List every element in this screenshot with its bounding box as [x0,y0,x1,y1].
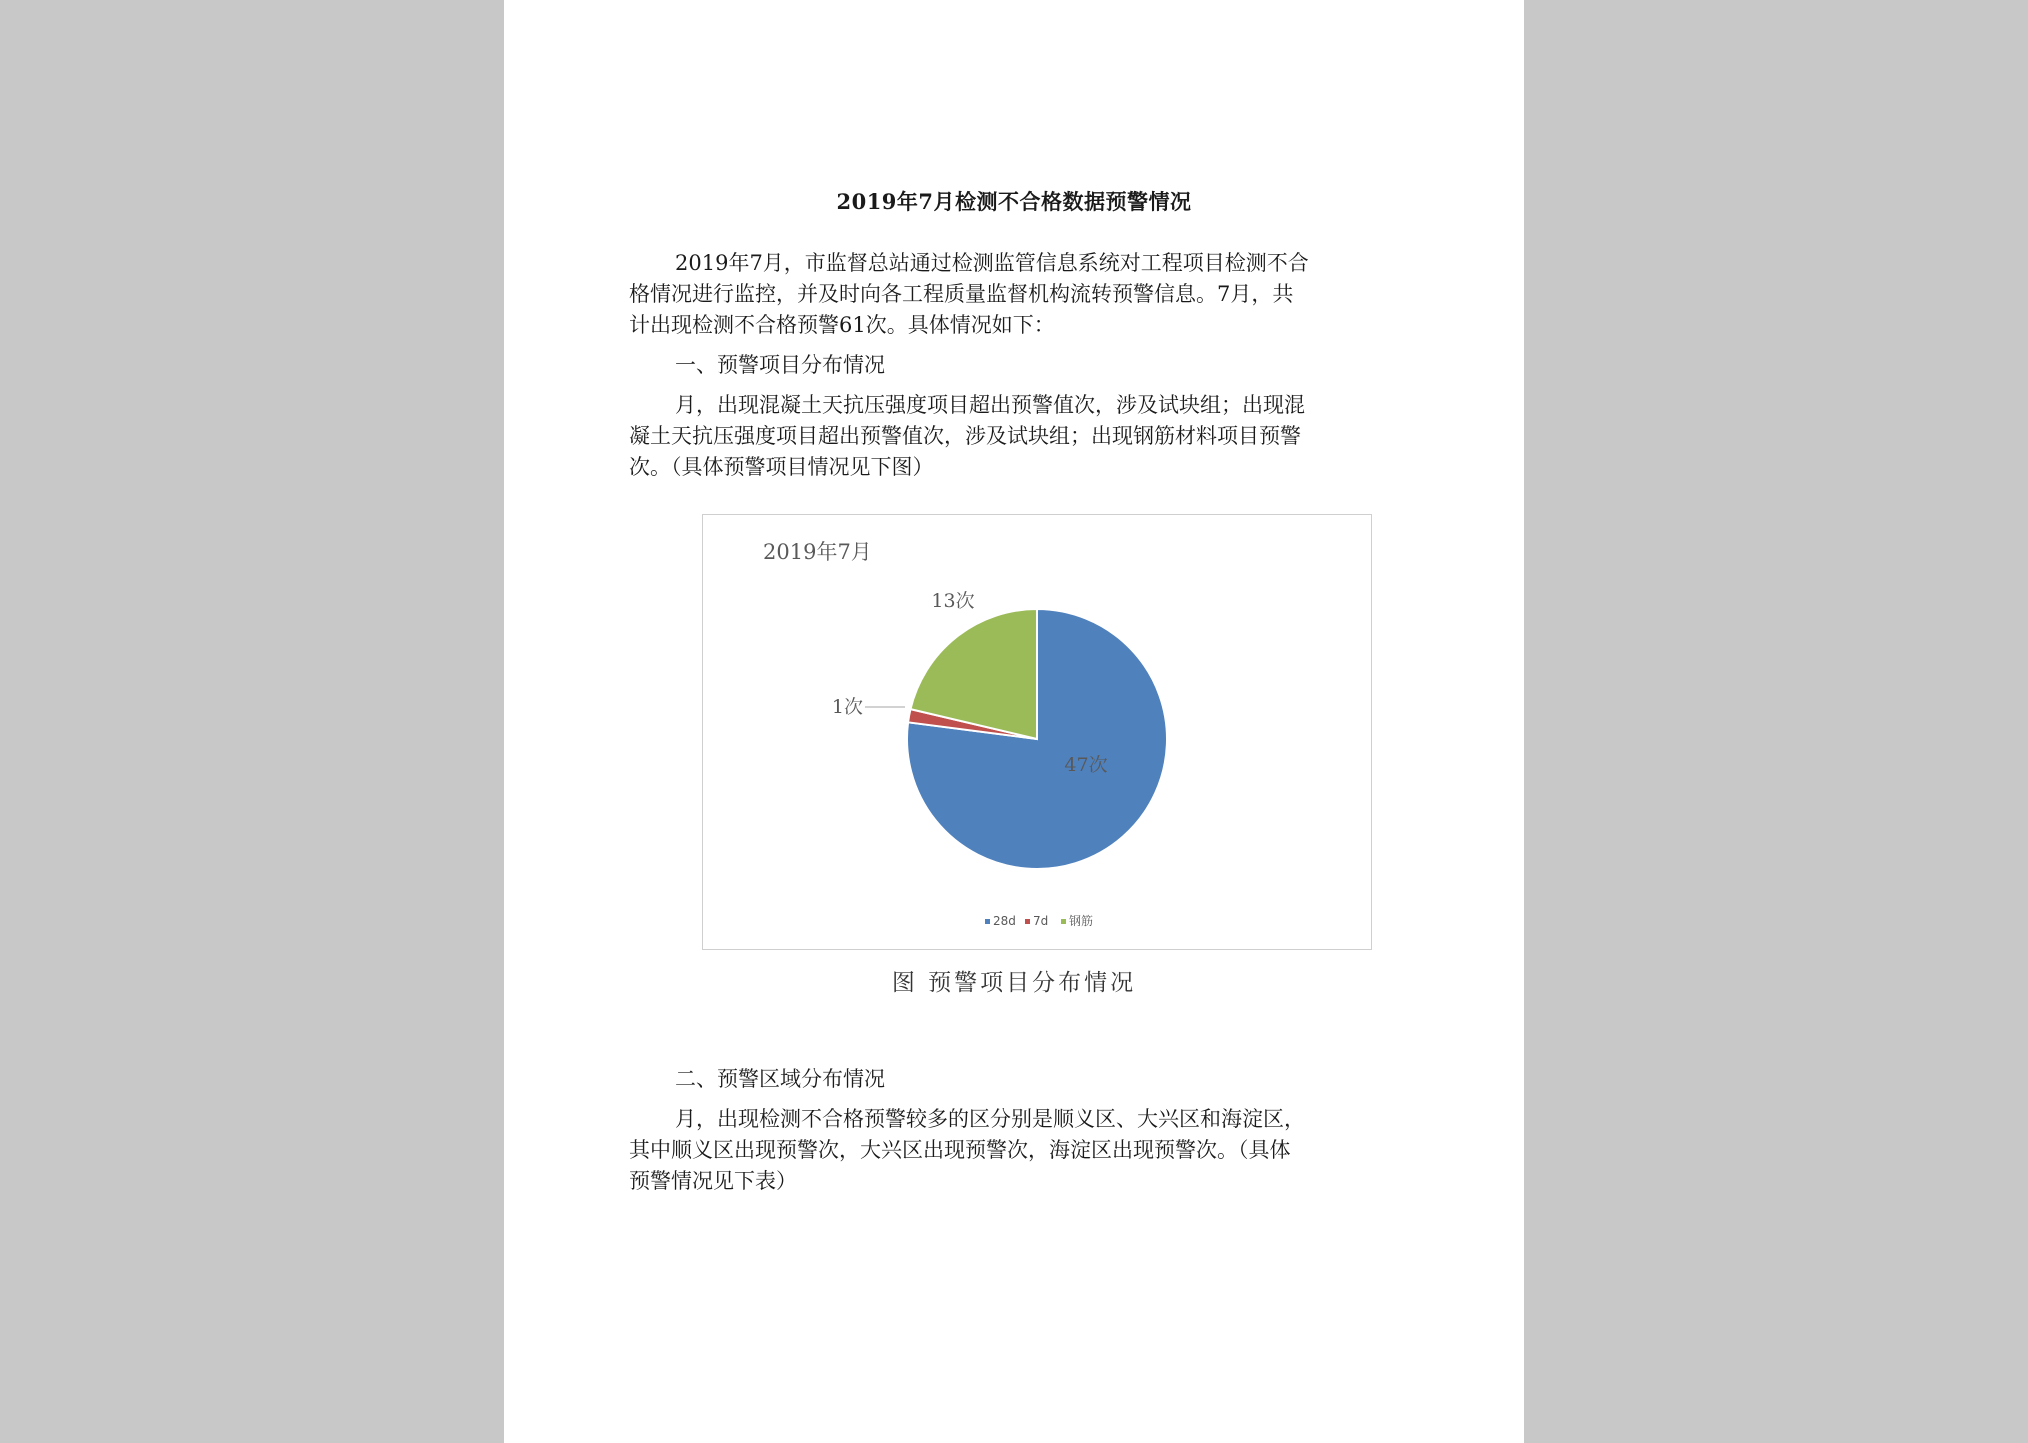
section2-line-3: 预警情况见下表） [629,1169,797,1193]
legend-swatch-7d [1025,919,1030,924]
section1-line-1: 月，出现混凝土天抗压强度项目超出预警值次，涉及试块组；出现混 [675,393,1305,417]
legend-swatch-28d [985,919,990,924]
document-title: 2019年7月检测不合格数据预警情况 [836,189,1192,214]
intro-line-3: 计出现检测不合格预警61次。具体情况如下： [629,313,1055,337]
section1-paragraph [629,390,1399,483]
data-label-钢筋: 13次 [931,590,975,612]
pie-chart-svg [703,515,1371,949]
intro-paragraph [629,248,1399,341]
pie-chart [702,514,1372,950]
pie-slices [907,609,1167,869]
figure-caption: 图 预警项目分布情况 [891,970,1137,996]
chart-title: 2019年7月 [763,540,872,564]
section1-line-3: 次。（具体预警项目情况见下图） [629,455,934,479]
data-label-28d: 47次 [1064,754,1108,776]
legend-label-钢筋: 钢筋 [1069,914,1094,928]
legend-label-28d: 28d [993,914,1016,928]
legend-label-7d: 7d [1033,914,1049,928]
chart-legend [985,914,1093,928]
section1-line-2: 凝土天抗压强度项目超出预警值次，涉及试块组；出现钢筋材料项目预警 [629,424,1301,448]
section1-heading: 一、预警项目分布情况 [675,353,885,377]
section2-line-1: 月，出现检测不合格预警较多的区分别是顺义区、大兴区和海淀区， [675,1107,1305,1131]
section2-heading: 二、预警区域分布情况 [675,1067,885,1091]
intro-line-2: 格情况进行监控，并及时向各工程质量监督机构流转预警信息。7月，共 [629,282,1294,306]
data-label-7d: 1次 [831,696,863,718]
section2-line-2: 其中顺义区出现预警次，大兴区出现预警次，海淀区出现预警次。（具体 [629,1138,1291,1162]
legend-swatch-钢筋 [1061,919,1066,924]
intro-line-1: 2019年7月，市监督总站通过检测监管信息系统对工程项目检测不合 [675,251,1309,275]
document-page [504,0,1524,1443]
section2-paragraph [629,1104,1399,1197]
